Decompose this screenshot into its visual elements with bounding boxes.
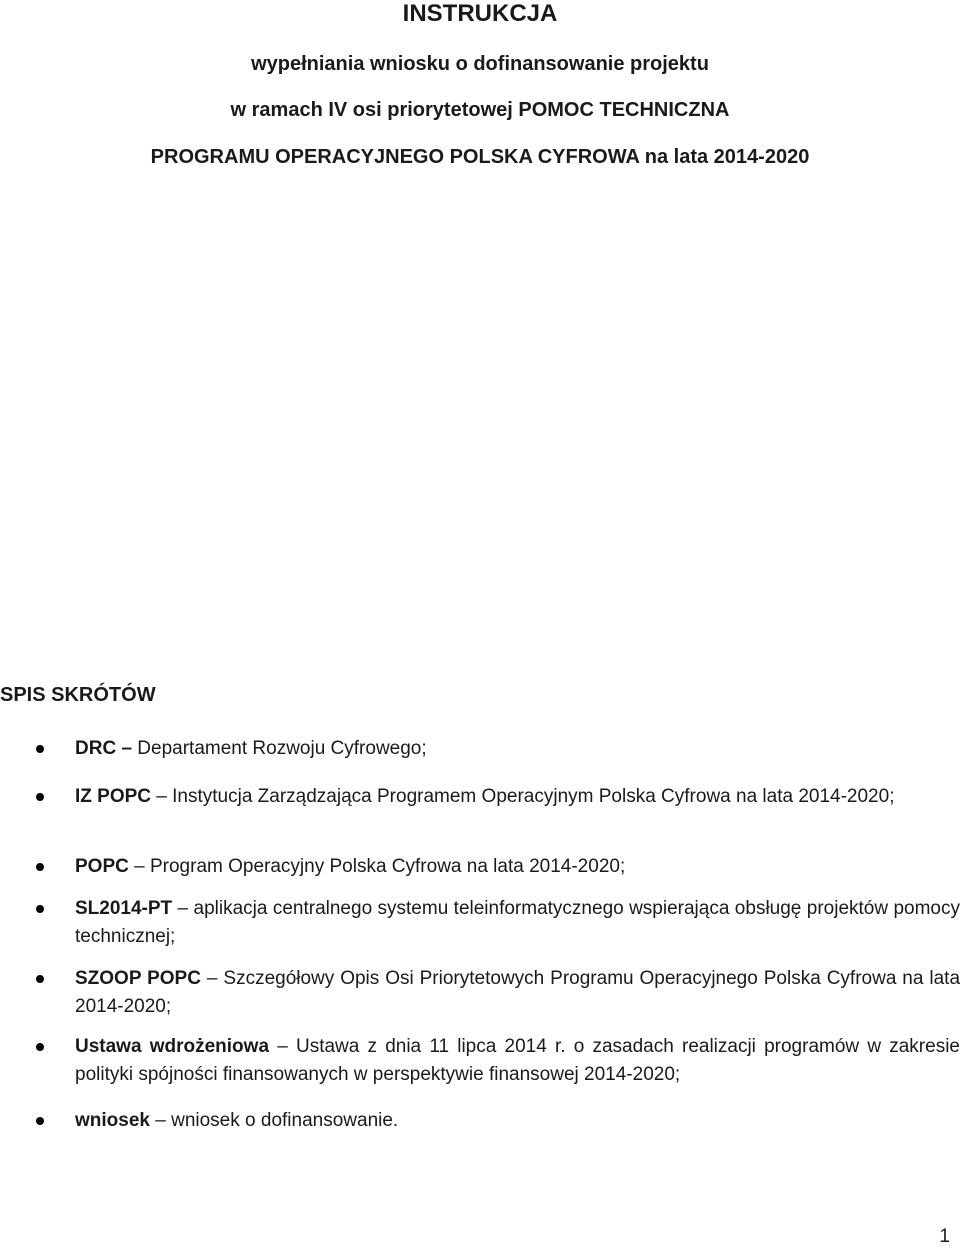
- document-header: [0, 0, 960, 168]
- bullet-icon: [36, 745, 44, 753]
- bullet-icon: [36, 793, 44, 801]
- abbreviation-term: SL2014-PT: [75, 898, 173, 919]
- abbreviation-separator: –: [269, 1036, 296, 1057]
- abbreviation-definition: Ustawa z dnia 11 lipca 2014 r. o zasadach realizacji programów w zakresie polityki spójności finansowanych w perspektywie finansowej 2014-2020;: [75, 1036, 960, 1085]
- abbreviation-entry: [75, 735, 960, 763]
- abbreviation-definition: wniosek o dofinansowanie.: [171, 1110, 399, 1131]
- abbreviation-definition: Instytucja Zarządzająca Programem Operacyjnym Polska Cyfrowa na lata 2014-2020;: [172, 786, 895, 807]
- abbreviation-definition: Program Operacyjny Polska Cyfrowa na lata 2014-2020;: [149, 856, 626, 877]
- abbreviation-term: POPC: [75, 856, 129, 877]
- abbreviation-entry: [75, 783, 960, 811]
- bullet-icon: [36, 1117, 44, 1125]
- abbreviation-separator: –: [151, 786, 173, 807]
- abbreviation-separator: –: [172, 898, 194, 919]
- bullet-icon: [36, 975, 44, 983]
- abbreviations-heading: SPIS SKRÓTÓW: [0, 684, 156, 706]
- abbreviation-definition: Szczegółowy Opis Osi Priorytetowych Programu Operacyjnego Polska Cyfrowa na lata 2014-2020;: [75, 968, 960, 1017]
- abbreviation-definition: aplikacja centralnego systemu teleinformatycznego wspierająca obsługę projektów pomocy technicznej;: [75, 898, 960, 947]
- abbreviation-entry: [75, 965, 960, 1021]
- document-subtitle-line-2: w ramach IV osi priorytetowej POMOC TECHNICZNA: [230, 99, 730, 121]
- page-number: 1: [939, 1226, 950, 1247]
- abbreviation-separator: –: [200, 968, 224, 989]
- abbreviation-definition: Departament Rozwoju Cyfrowego;: [137, 738, 427, 759]
- abbreviation-term: wniosek: [75, 1110, 150, 1131]
- abbreviation-separator: –: [116, 738, 138, 759]
- abbreviation-entry: [75, 1107, 960, 1135]
- abbreviation-separator: –: [128, 856, 150, 877]
- abbreviation-term: Ustawa wdrożeniowa: [75, 1036, 270, 1057]
- abbreviation-separator: –: [149, 1110, 172, 1131]
- abbreviation-term: DRC: [75, 738, 117, 759]
- document-title: INSTRUKCJA: [402, 0, 558, 27]
- bullet-icon: [36, 863, 44, 871]
- abbreviation-entry: [75, 1033, 960, 1089]
- abbreviation-term: IZ POPC: [75, 786, 152, 807]
- abbreviation-entry: [75, 853, 960, 881]
- document-subtitle-line-3: PROGRAMU OPERACYJNEGO POLSKA CYFROWA na lata 2014-2020: [150, 146, 810, 168]
- bullet-icon: [36, 905, 44, 913]
- bullet-icon: [36, 1043, 44, 1051]
- abbreviation-entry: [75, 895, 960, 951]
- abbreviation-term: SZOOP POPC: [75, 968, 201, 989]
- document-subtitle-line-1: wypełniania wniosku o dofinansowanie projektu: [251, 53, 709, 75]
